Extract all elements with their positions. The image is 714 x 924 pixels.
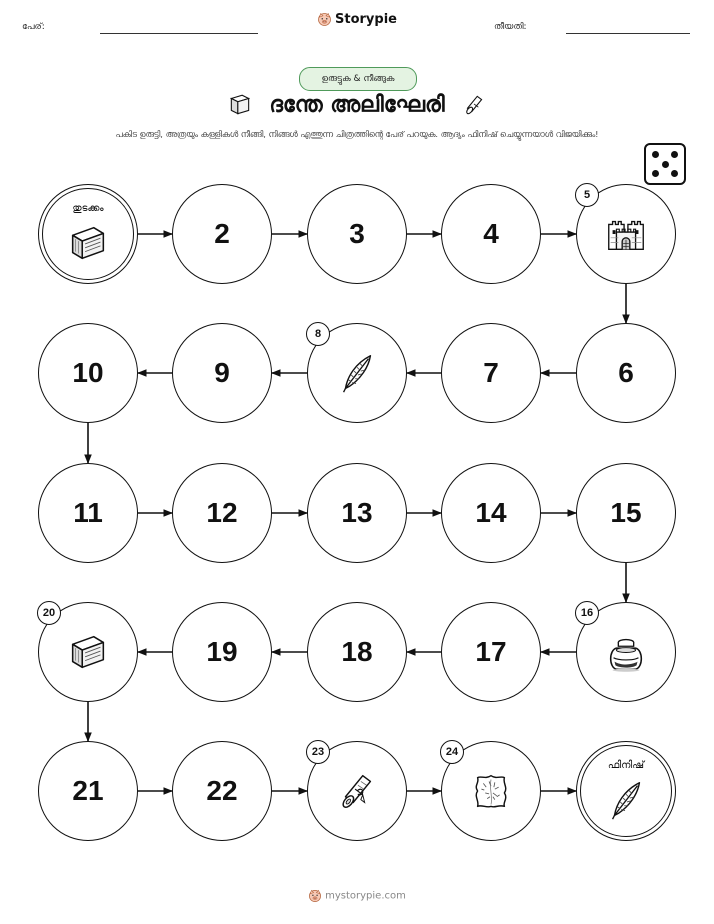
space-number: 11 <box>73 497 103 528</box>
board-space <box>307 184 407 284</box>
board-space <box>38 602 138 702</box>
start-space <box>38 184 138 284</box>
board-space <box>307 463 407 563</box>
board-space <box>576 463 676 563</box>
board-space <box>576 323 676 423</box>
board-space <box>172 323 272 423</box>
game-title: ദന്തേ അലിഘേരി <box>269 92 445 118</box>
space-number: 13 <box>341 497 373 528</box>
board-space <box>172 463 272 563</box>
book-icon <box>65 629 111 675</box>
castle-icon <box>603 211 649 257</box>
space-caption: തുടക്കം <box>72 203 104 214</box>
space-number: 14 <box>475 497 507 528</box>
board-space <box>307 741 407 841</box>
space-number-badge: 23 <box>306 740 330 764</box>
inkpot-icon <box>603 629 649 675</box>
quill-icon <box>603 777 649 823</box>
finish-space <box>576 741 676 841</box>
instructions: പകിട ഉരുട്ടി, അത്രയും കള്ളികൾ നീങ്ങി, നിങ്ങൾ എത്തുന്ന ചിത്രത്തിന്റെ പേര് പറയുക. ആദ്യം ഫിനിഷ് ചെയ്യുന്നയാൾ വിജയിക്കും! <box>115 129 599 139</box>
board-space <box>441 323 541 423</box>
space-number: 17 <box>475 636 507 667</box>
game-tag: ഉരുട്ടുക & നീങ്ങുക <box>299 67 417 91</box>
space-number-badge: 5 <box>575 183 599 207</box>
space-number: 18 <box>341 636 373 667</box>
board-space <box>441 184 541 284</box>
board-space <box>307 323 407 423</box>
space-number: 21 <box>72 775 104 806</box>
board-space <box>172 741 272 841</box>
footer-url: mystorypie.com <box>325 890 406 902</box>
space-number: 6 <box>618 357 634 388</box>
board-space <box>38 741 138 841</box>
date-label: തീയതി: <box>494 22 527 32</box>
board-space <box>38 463 138 563</box>
scroll-icon <box>334 768 380 814</box>
pig-logo-icon <box>308 889 322 903</box>
space-number: 10 <box>72 357 104 388</box>
board-space <box>38 323 138 423</box>
space-caption: ഫിനിഷ് <box>607 760 645 771</box>
board-space <box>576 602 676 702</box>
parchment-icon <box>468 768 514 814</box>
space-number-badge: 20 <box>37 601 61 625</box>
space-number-badge: 8 <box>306 322 330 346</box>
space-number-badge: 16 <box>575 601 599 625</box>
space-number: 12 <box>206 497 238 528</box>
space-number-badge: 24 <box>440 740 464 764</box>
board-space <box>576 184 676 284</box>
board-space <box>172 602 272 702</box>
space-number: 7 <box>483 357 499 388</box>
brand-name: Storypie <box>335 12 397 27</box>
space-number: 15 <box>610 497 642 528</box>
board-space <box>441 463 541 563</box>
footer <box>0 889 714 903</box>
board-space <box>172 184 272 284</box>
board-space <box>441 602 541 702</box>
space-number: 3 <box>349 218 365 249</box>
board-space <box>307 602 407 702</box>
space-number: 2 <box>214 218 230 249</box>
space-number: 22 <box>206 775 238 806</box>
name-label: പേര്: <box>22 22 45 32</box>
board-space <box>441 741 541 841</box>
space-number: 9 <box>214 357 230 388</box>
book-icon <box>65 220 111 266</box>
space-number: 19 <box>206 636 238 667</box>
quill-icon <box>334 350 380 396</box>
space-number: 4 <box>483 218 499 249</box>
